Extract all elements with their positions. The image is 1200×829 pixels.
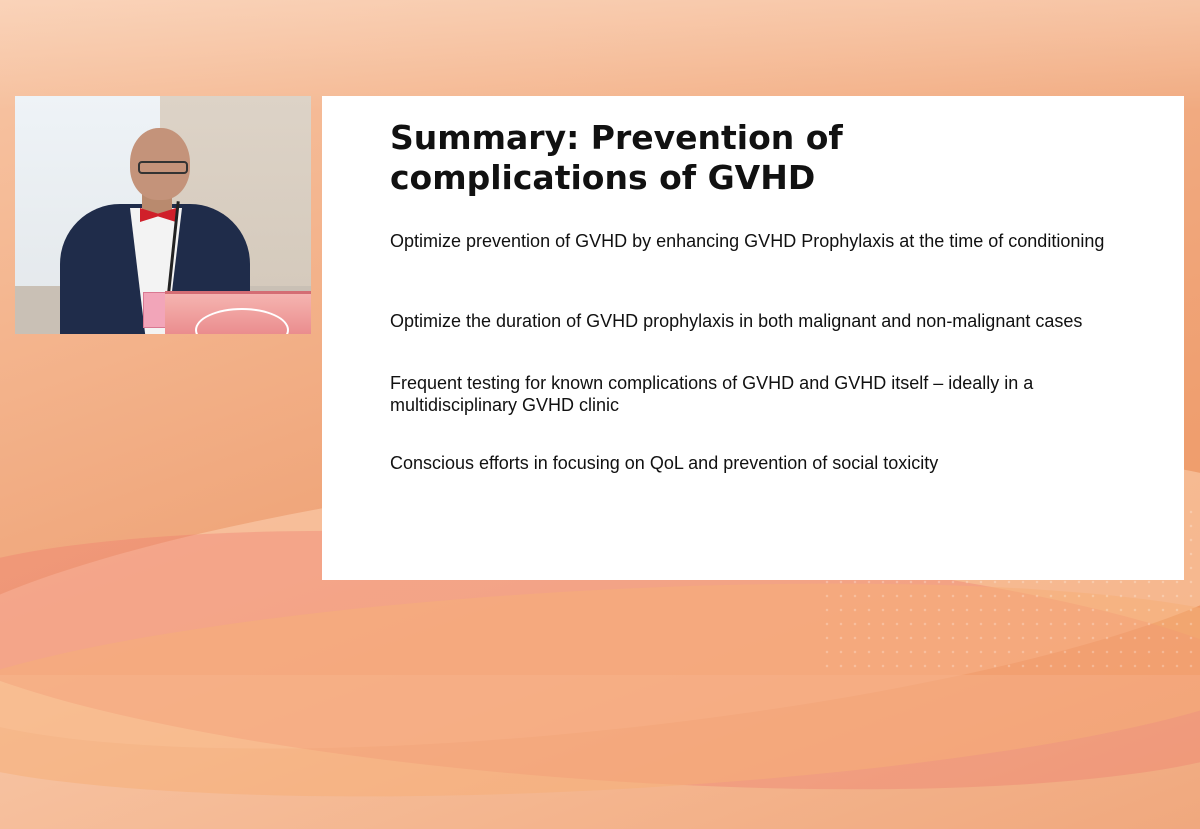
podium-logo-arc <box>195 308 289 334</box>
slide-title <box>390 118 1110 198</box>
slide-bullet: Conscious efforts in focusing on QoL and prevention of social toxicity <box>390 453 939 473</box>
presentation-slide <box>322 96 1184 580</box>
speaker-glasses <box>138 161 188 174</box>
podium <box>165 291 311 334</box>
speaker-video <box>15 96 311 334</box>
slide-bullet: Frequent testing for known complications of GVHD and GVHD itself – ideally in a multidisciplinary GVHD clinic <box>390 373 1034 415</box>
slide-title-line-1: Summary: Prevention of <box>390 118 843 157</box>
background-top-glow <box>0 0 1200 110</box>
slide-bullet: Optimize the duration of GVHD prophylaxis in both malignant and non-malignant cases <box>390 311 1083 331</box>
slide-bullet: Optimize prevention of GVHD by enhancing GVHD Prophylaxis at the time of conditioning <box>390 231 1105 251</box>
slide-title-line-2: complications of GVHD <box>390 158 816 197</box>
